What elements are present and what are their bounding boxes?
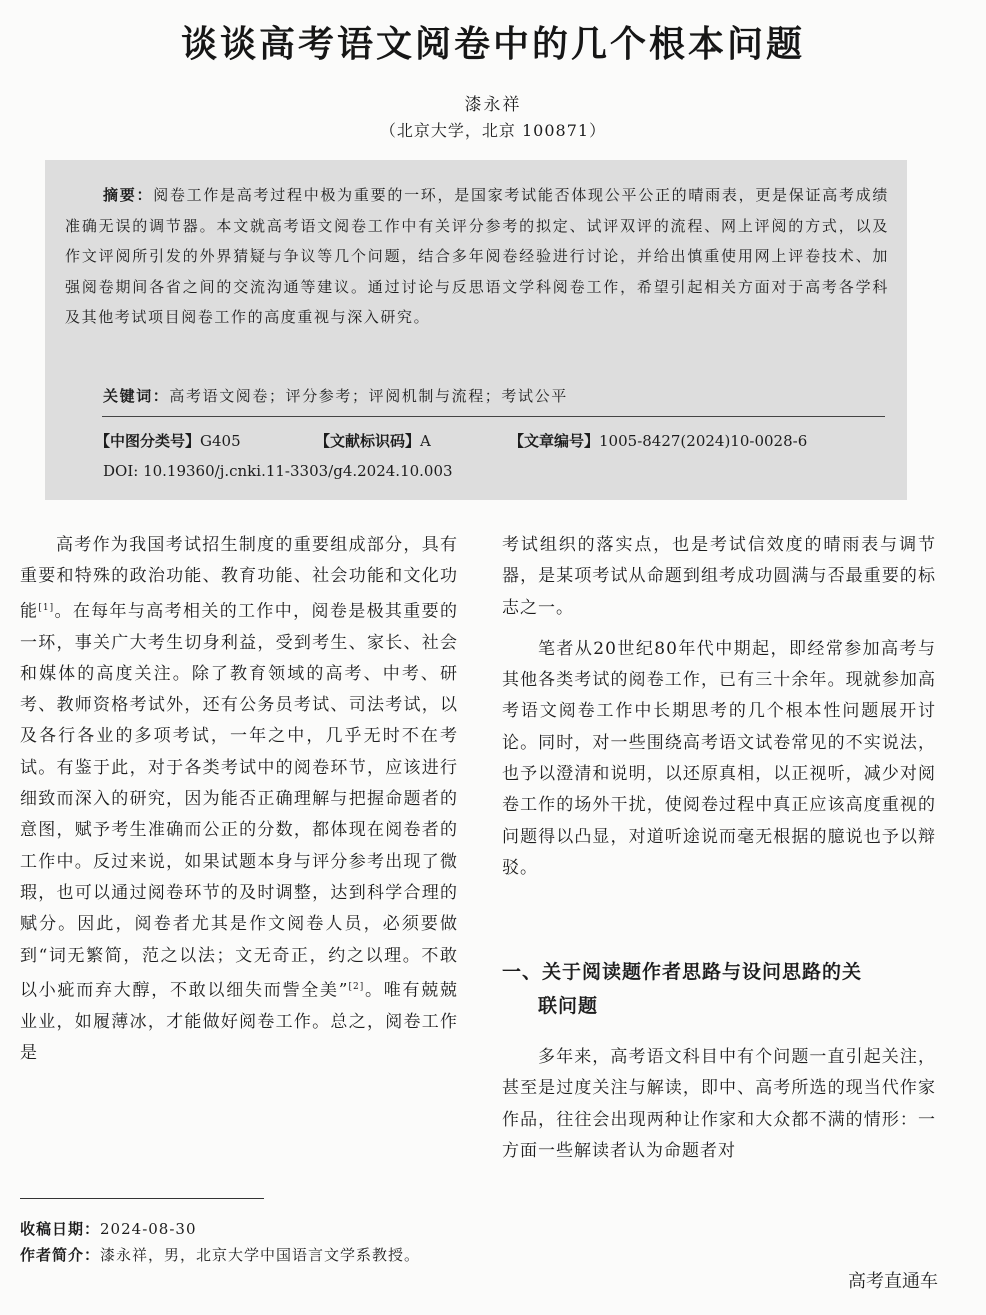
body-paragraph xyxy=(20,530,458,1069)
watermark: 高考直通车 xyxy=(848,1271,938,1292)
bio-label: 作者简介： xyxy=(20,1246,101,1264)
abstract xyxy=(65,180,889,333)
abstract-box xyxy=(45,160,907,500)
citation-1: [1] xyxy=(38,602,55,613)
body-text: 。唯有兢兢业业，如履薄冰，才能做好阅卷工作。总之，阅卷工作是 xyxy=(20,980,458,1064)
clc-value: G405 xyxy=(200,432,241,450)
citation-2: [2] xyxy=(348,981,365,992)
abstract-divider xyxy=(102,416,885,417)
keywords xyxy=(103,385,568,406)
keywords-text: 高考语文阅卷；评分参考；评阅机制与流程；考试公平 xyxy=(169,387,568,405)
body-paragraph: 多年来，高考语文科目中有个问题一直引起关注，甚至是过度关注与解读，即中、高考所选的现当代作家作品，往往会出现两种让作家和大众都不满的情形：一方面一些解读者认为命题者对 xyxy=(502,1047,936,1161)
body-column-right xyxy=(502,530,936,884)
abstract-text: 阅卷工作是高考过程中极为重要的一环，是国家考试能否体现公平公正的晴雨表，更是保证高考成绩准确无误的调节器。本文就高考语文阅卷工作中有关评分参考的拟定、试评双评的流程、网上评阅的方式，以及作文评阅所引发的外界猜疑与争议等几个问题，结合多年阅卷经验进行讨论，并给出慎重使用网上评卷技术、加强阅卷期间各省之间的交流沟通等建议。通过讨论与反思语文学科阅卷工作，希望引起相关方面对于高考各学科及其他考试项目阅卷工作的高度重视与深入研究。 xyxy=(65,186,889,326)
received-date xyxy=(20,1218,197,1239)
body-text: 高考作为我国考试招生制度的重要组成部分，具有重要和特殊的政治功能、教育功能、社会功能和文化功能 xyxy=(20,535,458,622)
bio-value: 漆永祥，男，北京大学中国语言文学系教授。 xyxy=(100,1246,421,1264)
body-text: 。在每年与高考相关的工作中，阅卷是极其重要的一环，事关广大考生切身利益，受到考生、家长、社会和媒体的高度关注。除了教育领域的高考、中考、研考、教师资格考试外，还有公务员考试、司法考试，以及各行各业的多项考试，一年之中，几乎无时不在考试。有鉴于此，对于各类考试中的阅卷环节，应该进行细致而深入的研究，因为能否正确理解与把握命题者的意图，赋予考生准确而公正的分数，都体现在阅卷者的工作中。反过来说，如果试题本身与评分参考出现了微瑕，也可以通过阅卷环节的及时调整，达到科学合理的赋分。因此，阅卷者尤其是作文阅卷人员，必须要做到“词无繁简，范之以法；文无奇正，约之以理。不敢以小疵而弃大醇，不敢以细失而訾全美” xyxy=(20,601,458,1001)
body-column-left xyxy=(20,530,458,1069)
keywords-label: 关键词： xyxy=(103,387,170,405)
document-code xyxy=(315,430,431,451)
section-heading xyxy=(502,955,938,1023)
author-affiliation: （北京大学，北京 100871） xyxy=(379,121,607,140)
section-heading-line: 一、关于阅读题作者思路与设问思路的关 xyxy=(502,961,863,983)
received-value: 2024-08-30 xyxy=(100,1220,197,1238)
received-label: 收稿日期： xyxy=(20,1220,101,1238)
body-paragraph: 考试组织的落实点，也是考试信效度的晴雨表与调节器，是某项考试从命题到组考成功圆满与否最重要的标志之一。 xyxy=(502,535,936,618)
body-paragraph: 笔者从20世纪80年代中期起，即经常参加高考与其他各类考试的阅卷工作，已有三十余年。现就参加高考语文阅卷工作中长期思考的几个根本性问题展开讨论。同时，对一些围绕高考语文试卷常见的不实说法，也予以澄清和说明，以还原真相，以正视听，减少对阅卷工作的场外干扰，使阅卷过程中真正应该高度重视的问题得以凸显，对道听途说而毫无根据的臆说也予以辩驳。 xyxy=(502,638,936,878)
clc-number xyxy=(95,430,241,451)
doi: DOI: 10.19360/j.cnki.11-3303/g4.2024.10.003 xyxy=(103,462,453,480)
article-number-label: 【文章编号】 xyxy=(509,432,600,450)
footnote-divider xyxy=(20,1198,264,1199)
clc-label: 【中图分类号】 xyxy=(95,432,201,450)
section-heading-line: 联问题 xyxy=(538,995,599,1017)
body-column-right-section xyxy=(502,1042,936,1167)
author-name: 漆永祥 xyxy=(464,95,522,115)
paper-title: 谈谈高考语文阅卷中的几个根本问题 xyxy=(180,24,805,65)
doc-code-label: 【文献标识码】 xyxy=(315,432,421,450)
doc-code-value: A xyxy=(420,432,431,450)
abstract-label: 摘要： xyxy=(103,186,154,204)
author-bio xyxy=(20,1244,420,1265)
article-number xyxy=(509,430,807,451)
article-number-value: 1005-8427(2024)10-0028-6 xyxy=(599,432,808,450)
